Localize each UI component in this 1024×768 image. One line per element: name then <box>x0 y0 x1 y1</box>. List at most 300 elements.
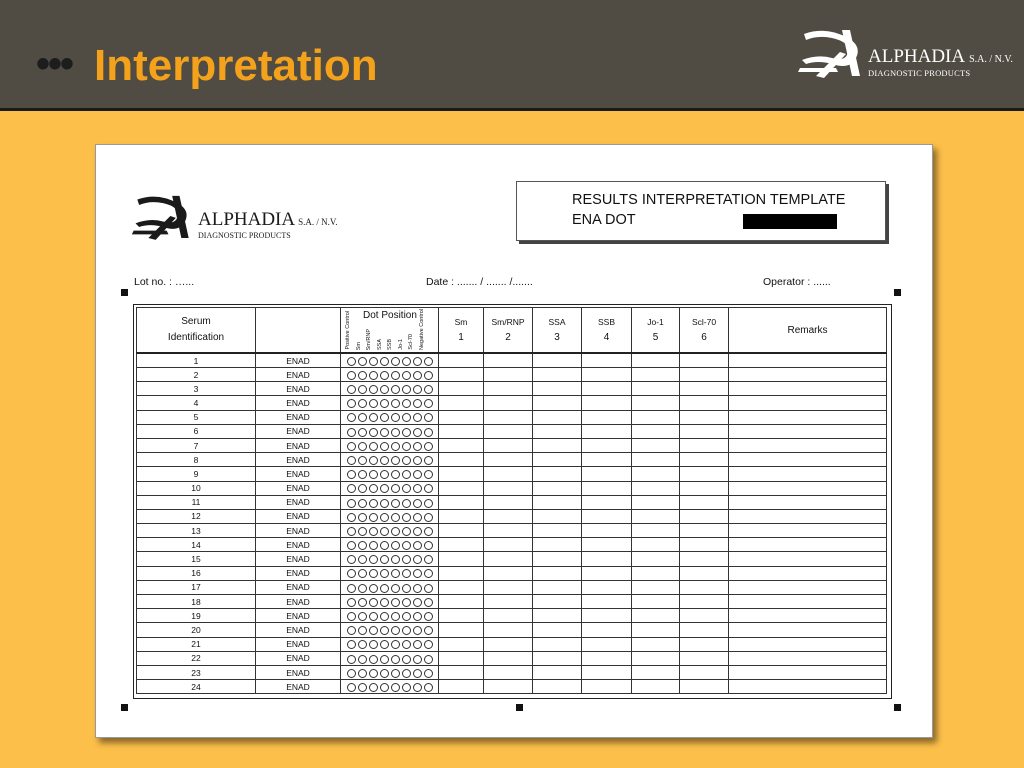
antigen-number: 3 <box>554 332 560 343</box>
dot-circle-icon <box>369 612 378 621</box>
dot-circle-icon <box>347 669 356 678</box>
dot-circle-icon <box>347 371 356 380</box>
result-cell <box>680 665 729 679</box>
result-cell <box>582 410 632 424</box>
kit-label: ENAD <box>256 368 341 382</box>
antigen-header-jo1 <box>632 308 680 354</box>
redaction-bar <box>743 214 837 229</box>
title-bullets: ••• <box>36 42 73 86</box>
kit-label: ENAD <box>256 382 341 396</box>
result-cell <box>680 382 729 396</box>
result-cell <box>533 424 582 438</box>
result-cell <box>582 368 632 382</box>
dot-circle-icon <box>402 399 411 408</box>
result-cell <box>632 580 680 594</box>
result-cell <box>439 623 484 637</box>
remarks-cell <box>729 424 887 438</box>
serum-identification-header <box>137 308 256 354</box>
dot-circle-icon <box>380 683 389 692</box>
dot-circle-icon <box>358 470 367 479</box>
dot-circle-icon <box>358 655 367 664</box>
result-cell <box>533 368 582 382</box>
dot-circle-icon <box>402 612 411 621</box>
alphadia-logo-icon <box>796 24 868 80</box>
dot-circle-icon <box>424 499 433 508</box>
dot-strip <box>341 665 439 679</box>
dot-circle-icon <box>369 598 378 607</box>
dot-circle-icon <box>391 371 400 380</box>
result-cell <box>484 580 533 594</box>
dot-circle-icon <box>424 456 433 465</box>
dot-circle-icon <box>413 655 422 664</box>
kit-column-header <box>256 308 341 354</box>
result-cell <box>632 680 680 694</box>
kit-label: ENAD <box>256 396 341 410</box>
dot-circle-icon <box>358 371 367 380</box>
antigen-header-smrnp <box>484 308 533 354</box>
dot-circle-icon <box>424 442 433 451</box>
table-row <box>137 580 887 594</box>
dot-circle-icon <box>391 428 400 437</box>
table-row <box>137 637 887 651</box>
registration-mark <box>894 289 901 296</box>
result-cell <box>632 609 680 623</box>
kit-label: ENAD <box>256 495 341 509</box>
dot-circle-icon <box>347 598 356 607</box>
kit-label: ENAD <box>256 552 341 566</box>
result-cell <box>484 623 533 637</box>
result-cell <box>582 665 632 679</box>
dot-circle-icon <box>347 584 356 593</box>
dot-circle-icon <box>413 669 422 678</box>
document-logo-brand <box>198 209 337 231</box>
table-row <box>137 680 887 694</box>
antigen-name: Sm/RNP <box>491 317 525 327</box>
dot-circle-icon <box>358 669 367 678</box>
dot-strip <box>341 623 439 637</box>
serum-number: 21 <box>137 637 256 651</box>
kit-label: ENAD <box>256 609 341 623</box>
dot-circle-icon <box>402 371 411 380</box>
kit-label: ENAD <box>256 623 341 637</box>
result-cell <box>439 453 484 467</box>
result-cell <box>680 481 729 495</box>
result-cell <box>439 680 484 694</box>
result-cell <box>632 424 680 438</box>
table-row <box>137 623 887 637</box>
result-cell <box>680 524 729 538</box>
header-logo-suffix: S.A. / N.V. <box>969 54 1013 65</box>
dot-circle-icon <box>380 428 389 437</box>
result-cell <box>632 368 680 382</box>
result-cell <box>680 552 729 566</box>
dot-circle-icon <box>380 399 389 408</box>
result-cell <box>484 453 533 467</box>
result-cell <box>582 580 632 594</box>
table-row <box>137 552 887 566</box>
antigen-number: 2 <box>505 332 511 343</box>
dot-circle-icon <box>380 456 389 465</box>
serum-number: 5 <box>137 410 256 424</box>
kit-label: ENAD <box>256 680 341 694</box>
result-cell <box>484 552 533 566</box>
dot-circle-icon <box>347 385 356 394</box>
dot-circle-icon <box>358 456 367 465</box>
dot-strip <box>341 637 439 651</box>
dot-circle-icon <box>413 555 422 564</box>
result-cell <box>439 424 484 438</box>
remarks-cell <box>729 396 887 410</box>
antigen-name: Scl-70 <box>691 317 717 327</box>
result-cell <box>582 538 632 552</box>
result-cell <box>680 368 729 382</box>
dot-circle-icon <box>347 413 356 422</box>
result-cell <box>439 637 484 651</box>
remarks-cell <box>729 481 887 495</box>
result-cell <box>632 509 680 523</box>
dot-circle-icon <box>424 612 433 621</box>
result-cell <box>632 637 680 651</box>
result-cell <box>582 382 632 396</box>
dot-circle-icon <box>358 612 367 621</box>
kit-label: ENAD <box>256 438 341 452</box>
dot-circle-icon <box>402 442 411 451</box>
dot-circle-icon <box>369 669 378 678</box>
result-cell <box>632 651 680 665</box>
dot-circle-icon <box>380 598 389 607</box>
dot-circle-icon <box>391 612 400 621</box>
antigen-number: 4 <box>603 332 610 343</box>
remarks-cell <box>729 566 887 580</box>
slide-header <box>0 0 1024 111</box>
remarks-cell <box>729 353 887 368</box>
dot-circle-icon <box>347 442 356 451</box>
dot-circle-icon <box>347 428 356 437</box>
dot-circle-icon <box>424 669 433 678</box>
dot-position-label-item: Negative Control <box>418 309 425 350</box>
result-cell <box>439 566 484 580</box>
result-cell <box>439 396 484 410</box>
dot-circle-icon <box>380 669 389 678</box>
result-cell <box>582 353 632 368</box>
result-cell <box>533 396 582 410</box>
kit-label: ENAD <box>256 651 341 665</box>
dot-circle-icon <box>413 371 422 380</box>
table-row <box>137 467 887 481</box>
dot-circle-icon <box>402 598 411 607</box>
registration-mark <box>121 289 128 296</box>
remarks-cell <box>729 651 887 665</box>
dot-circle-icon <box>424 640 433 649</box>
result-cell <box>484 566 533 580</box>
result-cell <box>680 353 729 368</box>
result-cell <box>533 552 582 566</box>
header-logo-brand <box>868 46 1013 68</box>
serum-number: 10 <box>137 481 256 495</box>
dot-circle-icon <box>369 470 378 479</box>
dot-circle-icon <box>424 655 433 664</box>
result-cell <box>680 637 729 651</box>
remarks-cell <box>729 382 887 396</box>
dot-position-label-item: Scl-70 <box>408 334 414 350</box>
dot-strip <box>341 396 439 410</box>
kit-label: ENAD <box>256 538 341 552</box>
remarks-header: Remarks <box>729 308 887 354</box>
result-cell <box>439 665 484 679</box>
dot-strip <box>341 410 439 424</box>
results-table <box>136 307 887 694</box>
results-template-document <box>95 144 933 738</box>
dot-strip <box>341 438 439 452</box>
dot-strip <box>341 609 439 623</box>
dot-circle-icon <box>391 655 400 664</box>
dot-circle-icon <box>358 555 367 564</box>
result-cell <box>632 396 680 410</box>
dot-circle-icon <box>424 357 433 366</box>
dot-circle-icon <box>391 442 400 451</box>
result-cell <box>484 524 533 538</box>
table-row <box>137 353 887 368</box>
kit-label: ENAD <box>256 424 341 438</box>
dot-circle-icon <box>402 640 411 649</box>
antigen-name: Jo-1 <box>647 317 664 327</box>
kit-label: ENAD <box>256 353 341 368</box>
dot-circle-icon <box>391 357 400 366</box>
result-cell <box>484 651 533 665</box>
result-cell <box>680 609 729 623</box>
dot-circle-icon <box>358 598 367 607</box>
dot-circle-icon <box>358 499 367 508</box>
result-cell <box>484 637 533 651</box>
result-cell <box>582 438 632 452</box>
dot-circle-icon <box>380 584 389 593</box>
remarks-cell <box>729 538 887 552</box>
result-cell <box>439 481 484 495</box>
result-cell <box>632 665 680 679</box>
remarks-cell <box>729 524 887 538</box>
dot-circle-icon <box>413 584 422 593</box>
dot-circle-icon <box>402 357 411 366</box>
kit-label: ENAD <box>256 410 341 424</box>
dot-circle-icon <box>413 541 422 550</box>
antigen-name: Sm <box>454 317 468 327</box>
table-row <box>137 396 887 410</box>
serum-number: 7 <box>137 438 256 452</box>
dot-circle-icon <box>424 626 433 635</box>
antigen-number: 1 <box>458 332 464 343</box>
serum-header-line2: Identification <box>167 332 225 343</box>
dot-circle-icon <box>347 484 356 493</box>
dot-position-labels <box>341 310 439 350</box>
remarks-cell <box>729 665 887 679</box>
result-cell <box>484 467 533 481</box>
dot-position-label-item: SSA <box>376 338 383 350</box>
dot-circle-icon <box>347 456 356 465</box>
dot-circle-icon <box>369 456 378 465</box>
serum-number: 18 <box>137 595 256 609</box>
result-cell <box>533 665 582 679</box>
dot-circle-icon <box>391 584 400 593</box>
template-title-box <box>516 181 886 241</box>
dot-strip <box>341 509 439 523</box>
dot-circle-icon <box>391 598 400 607</box>
serum-number: 12 <box>137 509 256 523</box>
dot-circle-icon <box>358 584 367 593</box>
remarks-cell <box>729 410 887 424</box>
dot-circle-icon <box>413 470 422 479</box>
result-cell <box>484 495 533 509</box>
kit-label: ENAD <box>256 467 341 481</box>
dot-circle-icon <box>402 456 411 465</box>
document-logo-suffix: S.A. / N.V. <box>298 217 338 227</box>
serum-number: 17 <box>137 580 256 594</box>
table-row <box>137 651 887 665</box>
dot-circle-icon <box>402 584 411 593</box>
result-cell <box>632 623 680 637</box>
dot-circle-icon <box>347 527 356 536</box>
dot-circle-icon <box>402 655 411 664</box>
dot-circle-icon <box>358 385 367 394</box>
result-cell <box>582 481 632 495</box>
dot-circle-icon <box>391 683 400 692</box>
result-cell <box>680 410 729 424</box>
header-logo-sub: DIAGNOSTIC PRODUCTS <box>868 68 971 78</box>
dot-circle-icon <box>424 598 433 607</box>
dot-circle-icon <box>380 385 389 394</box>
serum-number: 22 <box>137 651 256 665</box>
serum-number: 24 <box>137 680 256 694</box>
dot-circle-icon <box>413 499 422 508</box>
operator-label: Operator : ...... <box>763 276 831 288</box>
results-table-frame <box>133 304 892 699</box>
dot-circle-icon <box>413 640 422 649</box>
dot-circle-icon <box>413 527 422 536</box>
dot-circle-icon <box>391 470 400 479</box>
registration-mark <box>121 704 128 711</box>
dot-circle-icon <box>424 555 433 564</box>
result-cell <box>680 538 729 552</box>
kit-label: ENAD <box>256 665 341 679</box>
result-cell <box>439 552 484 566</box>
dot-circle-icon <box>424 541 433 550</box>
dot-strip <box>341 495 439 509</box>
dot-circle-icon <box>402 626 411 635</box>
dot-circle-icon <box>380 484 389 493</box>
dot-circle-icon <box>380 555 389 564</box>
dot-circle-icon <box>347 569 356 578</box>
dot-circle-icon <box>413 357 422 366</box>
dot-circle-icon <box>347 499 356 508</box>
dot-circle-icon <box>358 541 367 550</box>
dot-circle-icon <box>358 640 367 649</box>
antigen-number: 5 <box>652 332 659 343</box>
result-cell <box>533 453 582 467</box>
result-cell <box>632 467 680 481</box>
remarks-cell <box>729 637 887 651</box>
table-row <box>137 424 887 438</box>
dot-circle-icon <box>369 555 378 564</box>
table-row <box>137 538 887 552</box>
dot-circle-icon <box>391 669 400 678</box>
result-cell <box>439 595 484 609</box>
dot-circle-icon <box>369 569 378 578</box>
result-cell <box>632 552 680 566</box>
dot-strip <box>341 538 439 552</box>
dot-circle-icon <box>380 442 389 451</box>
dot-circle-icon <box>413 598 422 607</box>
result-cell <box>582 651 632 665</box>
antigen-name: SSB <box>597 317 615 327</box>
remarks-cell <box>729 595 887 609</box>
result-cell <box>582 467 632 481</box>
serum-number: 13 <box>137 524 256 538</box>
remarks-cell <box>729 609 887 623</box>
dot-circle-icon <box>380 655 389 664</box>
dot-circle-icon <box>413 683 422 692</box>
dot-circle-icon <box>413 513 422 522</box>
dot-circle-icon <box>424 527 433 536</box>
result-cell <box>439 651 484 665</box>
dot-circle-icon <box>358 569 367 578</box>
remarks-cell <box>729 509 887 523</box>
dot-circle-icon <box>347 541 356 550</box>
table-row <box>137 438 887 452</box>
result-cell <box>632 595 680 609</box>
serum-number: 20 <box>137 623 256 637</box>
dot-position-label-item: Positive Control <box>345 311 351 350</box>
result-cell <box>680 509 729 523</box>
remarks-cell <box>729 680 887 694</box>
dot-circle-icon <box>347 470 356 479</box>
serum-number: 3 <box>137 382 256 396</box>
result-cell <box>533 481 582 495</box>
header-logo-name: ALPHADIA <box>868 46 966 67</box>
registration-mark <box>516 704 523 711</box>
document-logo-name: ALPHADIA <box>198 209 296 230</box>
result-cell <box>439 438 484 452</box>
dot-circle-icon <box>347 513 356 522</box>
dot-circle-icon <box>369 513 378 522</box>
dot-circle-icon <box>380 612 389 621</box>
dot-circle-icon <box>424 584 433 593</box>
dot-position-label-item: Sm/RNP <box>366 328 372 350</box>
dot-circle-icon <box>413 626 422 635</box>
dot-circle-icon <box>347 612 356 621</box>
result-cell <box>632 453 680 467</box>
dot-circle-icon <box>380 513 389 522</box>
serum-number: 16 <box>137 566 256 580</box>
result-cell <box>484 424 533 438</box>
dot-circle-icon <box>380 527 389 536</box>
remarks-cell <box>729 467 887 481</box>
dot-circle-icon <box>402 385 411 394</box>
antigen-name: SSA <box>548 317 566 327</box>
result-cell <box>439 509 484 523</box>
result-cell <box>582 680 632 694</box>
dot-circle-icon <box>391 413 400 422</box>
serum-number: 8 <box>137 453 256 467</box>
result-cell <box>484 538 533 552</box>
template-title: RESULTS INTERPRETATION TEMPLATE <box>572 192 846 208</box>
dot-circle-icon <box>413 569 422 578</box>
dot-strip <box>341 595 439 609</box>
dot-circle-icon <box>391 456 400 465</box>
table-row <box>137 481 887 495</box>
dot-circle-icon <box>402 513 411 522</box>
dot-circle-icon <box>369 626 378 635</box>
dot-circle-icon <box>369 655 378 664</box>
result-cell <box>533 438 582 452</box>
